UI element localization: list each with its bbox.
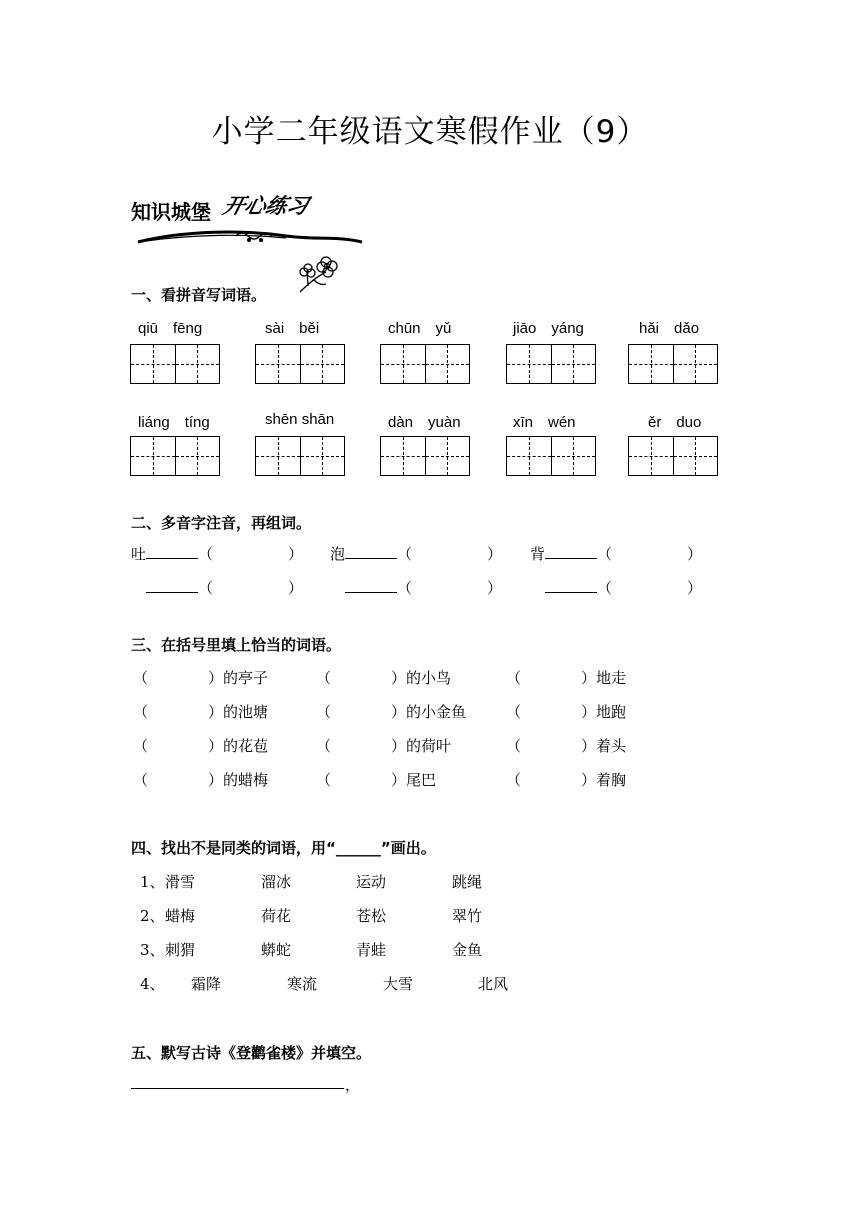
writing-grid[interactable] — [130, 344, 220, 384]
fill-item — [133, 701, 268, 722]
fill-item — [506, 701, 626, 722]
fill-item — [133, 769, 268, 790]
fill-suffix: 的花苞 — [223, 737, 269, 755]
list-item-number: 1、 — [140, 873, 165, 891]
paren-blank[interactable]: （ ） — [316, 703, 407, 721]
pinyin-2-2: shēn shān — [265, 411, 335, 428]
paren-blank[interactable]: （ ） — [397, 579, 503, 597]
flourish-divider-icon — [136, 226, 366, 248]
fill-item — [506, 735, 626, 756]
paren-blank[interactable]: （ ） — [316, 771, 407, 789]
paren-blank[interactable]: （ ） — [397, 545, 503, 563]
polyphone-row — [131, 543, 303, 564]
word-option[interactable]: 滑雪 — [165, 873, 196, 891]
blank-line[interactable] — [545, 578, 597, 593]
pinyin-1-1: qiū fēng — [138, 320, 203, 337]
word-option[interactable]: 苍松 — [356, 907, 387, 925]
polyphone-row — [330, 543, 502, 564]
fill-suffix: 的小金鱼 — [406, 703, 467, 721]
fill-suffix: 地跑 — [596, 703, 627, 721]
banner-label: 知识城堡 — [131, 200, 211, 224]
list-item-number: 2、 — [140, 907, 165, 925]
paren-blank[interactable]: （ ） — [198, 545, 304, 563]
word-option[interactable]: 寒流 — [287, 975, 318, 993]
pinyin-2-3: dàn yuàn — [388, 414, 461, 431]
section1-heading: 一、看拼音写词语。 — [131, 286, 267, 304]
polyphone-char: 吐 — [131, 545, 147, 563]
pinyin-1-5: hǎi dǎo — [639, 320, 700, 337]
fill-suffix: 地走 — [596, 669, 627, 687]
writing-grid[interactable] — [506, 344, 596, 384]
polyphone-row-2 — [345, 577, 502, 598]
fill-suffix: 着胸 — [596, 771, 627, 789]
paren-blank[interactable]: （ ） — [506, 703, 597, 721]
banner-script: 开心练习 — [220, 193, 311, 218]
fill-suffix: 尾巴 — [406, 771, 437, 789]
polyphone-row-2 — [545, 577, 702, 598]
word-option[interactable]: 刺猬 — [165, 941, 196, 959]
list-item-number: 4、 — [140, 975, 165, 993]
paren-blank[interactable]: （ ） — [506, 771, 597, 789]
paren-blank[interactable]: （ ） — [198, 579, 304, 597]
word-option[interactable]: 青蛙 — [356, 941, 387, 959]
fill-item — [316, 769, 436, 790]
paren-blank[interactable]: （ ） — [506, 737, 597, 755]
word-option[interactable]: 翠竹 — [452, 907, 483, 925]
comma: ， — [345, 1076, 361, 1094]
word-option[interactable]: 北风 — [478, 975, 509, 993]
fill-suffix: 着头 — [596, 737, 627, 755]
fill-item — [316, 667, 451, 688]
polyphone-row — [530, 543, 702, 564]
list-item-number: 3、 — [140, 941, 165, 959]
blank-line[interactable] — [345, 544, 397, 559]
blank-line[interactable] — [345, 578, 397, 593]
blank-line[interactable] — [146, 578, 198, 593]
pinyin-2-5: ěr duo — [648, 414, 702, 431]
fill-item — [133, 667, 268, 688]
writing-grid[interactable] — [255, 436, 345, 476]
section3-heading: 三、在括号里填上恰当的词语。 — [131, 636, 342, 654]
paren-blank[interactable]: （ ） — [506, 669, 597, 687]
paren-blank[interactable]: （ ） — [133, 703, 224, 721]
polyphone-row-2 — [146, 577, 303, 598]
section4-heading: 四、找出不是同类的词语，用“______”画出。 — [131, 839, 436, 857]
section2-heading: 二、多音字注音，再组词。 — [131, 514, 312, 532]
pinyin-1-3: chūn yǔ — [388, 320, 452, 337]
fill-item — [316, 701, 466, 722]
word-option[interactable]: 蜡梅 — [165, 907, 196, 925]
writing-grid[interactable] — [506, 436, 596, 476]
fill-suffix: 的小鸟 — [406, 669, 452, 687]
pinyin-2-1: liáng tíng — [138, 414, 210, 431]
pinyin-2-4: xīn wén — [513, 414, 576, 431]
fill-item — [133, 735, 268, 756]
writing-grid[interactable] — [628, 344, 718, 384]
fill-suffix: 的蜡梅 — [223, 771, 269, 789]
polyphone-char: 背 — [530, 545, 546, 563]
writing-grid[interactable] — [380, 436, 470, 476]
fill-item — [316, 735, 451, 756]
pinyin-1-4: jiāo yáng — [513, 320, 584, 337]
word-option[interactable]: 金鱼 — [452, 941, 483, 959]
polyphone-char: 泡 — [330, 545, 346, 563]
word-option[interactable]: 跳绳 — [452, 873, 483, 891]
blank-line[interactable] — [545, 544, 597, 559]
paren-blank[interactable]: （ ） — [133, 771, 224, 789]
paren-blank[interactable]: （ ） — [133, 737, 224, 755]
poem-answer-line[interactable] — [131, 1088, 344, 1089]
paren-blank[interactable]: （ ） — [597, 545, 703, 563]
paren-blank[interactable]: （ ） — [597, 579, 703, 597]
word-option[interactable]: 溜冰 — [261, 873, 292, 891]
word-option[interactable]: 荷花 — [261, 907, 292, 925]
paren-blank[interactable]: （ ） — [316, 737, 407, 755]
fill-suffix: 的池塘 — [223, 703, 269, 721]
paren-blank[interactable]: （ ） — [316, 669, 407, 687]
paren-blank[interactable]: （ ） — [133, 669, 224, 687]
writing-grid[interactable] — [628, 436, 718, 476]
word-option[interactable]: 蟒蛇 — [261, 941, 292, 959]
writing-grid[interactable] — [130, 436, 220, 476]
word-option[interactable]: 大雪 — [383, 975, 414, 993]
word-option[interactable]: 运动 — [356, 873, 387, 891]
section5-heading: 五、默写古诗《登鹳雀楼》并填空。 — [131, 1044, 372, 1062]
fill-suffix: 的荷叶 — [406, 737, 452, 755]
fill-item — [506, 667, 626, 688]
pinyin-1-2: sài běi — [265, 320, 320, 337]
blank-line[interactable] — [146, 544, 198, 559]
page-title: 小学二年级语文寒假作业（9） — [211, 114, 649, 150]
fill-item — [506, 769, 626, 790]
writing-grid[interactable] — [380, 344, 470, 384]
word-option[interactable]: 霜降 — [191, 975, 222, 993]
writing-grid[interactable] — [255, 344, 345, 384]
fill-suffix: 的亭子 — [223, 669, 269, 687]
flower-icon — [296, 252, 344, 296]
